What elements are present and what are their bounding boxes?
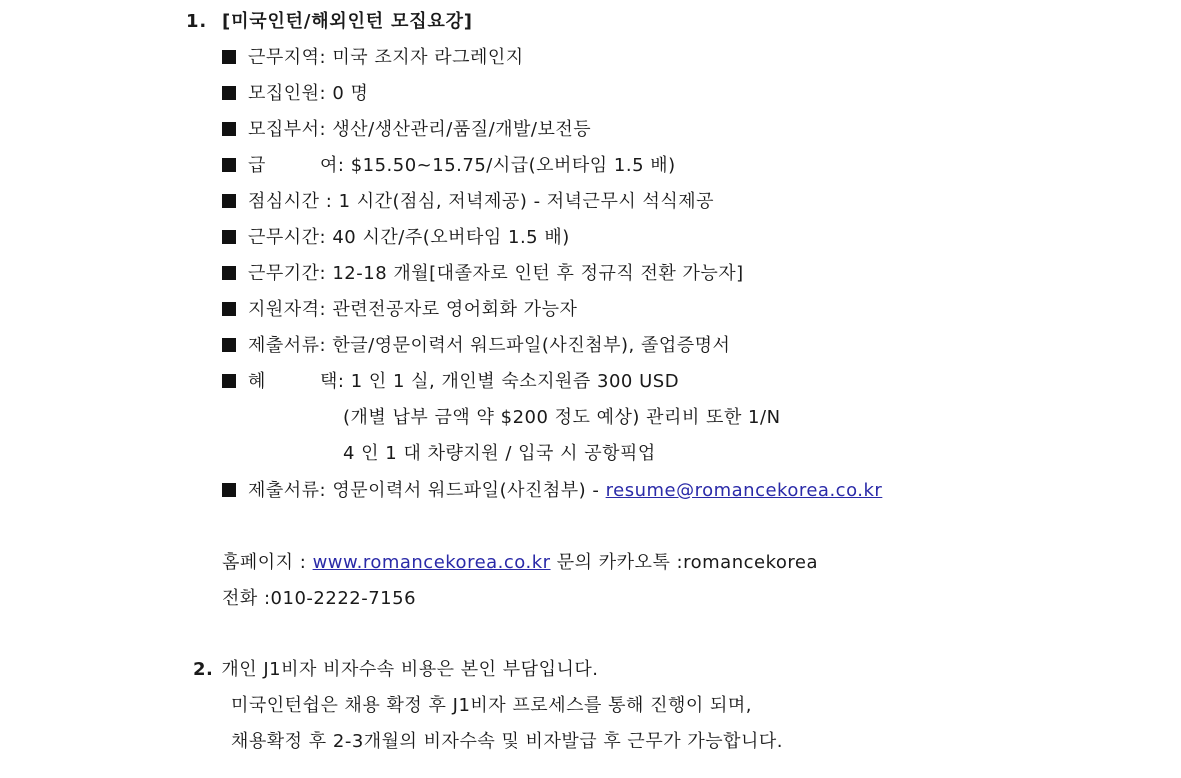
item-work-period	[222, 261, 744, 287]
item-label: 지원자격:	[248, 299, 327, 320]
item-value: 미국 조지자 라그레인지	[332, 47, 524, 68]
bullet-square-icon	[222, 302, 236, 316]
item-qualification	[222, 297, 577, 323]
item-value: 1 인 1 실, 개인별 숙소지원즘 300 USD	[350, 371, 680, 392]
kakao-contact: 문의 카카오톡 :romancekorea	[556, 552, 818, 573]
item-value: 영문이력서 워드파일(사진첨부) -	[332, 480, 600, 501]
phone-line: 전화 :010-2222-7156	[222, 588, 417, 609]
section1-title: [미국인턴/해외인턴 모집요강]	[222, 11, 473, 32]
item-work-hours	[222, 225, 570, 251]
item-label: 제출서류:	[248, 335, 327, 356]
bullet-square-icon	[222, 266, 236, 280]
item-label-b: 택:	[320, 371, 345, 392]
item-value: 40 시간/주(오버타임 1.5 배)	[332, 227, 570, 248]
item-benefits	[222, 369, 679, 395]
item-label: 모집인원:	[248, 83, 327, 104]
item-value: 한글/영문이력서 워드파일(사진첨부), 졸업증명서	[332, 335, 731, 356]
item-value: 1 시간(점심, 저녁제공) - 저녁근무시 석식제공	[338, 191, 714, 212]
section2-line1	[193, 657, 598, 683]
section2-line3: 채용확정 후 2-3개월의 비자수속 및 비자발급 후 근무가 가능합니다.	[231, 731, 783, 752]
bullet-square-icon	[222, 374, 236, 388]
item-lunch	[222, 189, 714, 215]
benefit-continuation-1: (개별 납부 금액 약 $200 정도 예상) 관리비 또한 1/N	[343, 407, 781, 428]
homepage-label: 홈페이지 :	[222, 552, 307, 573]
bullet-square-icon	[222, 230, 236, 244]
item-salary	[222, 153, 676, 179]
item-label: 모집부서:	[248, 119, 327, 140]
item-label: 근무지역:	[248, 47, 327, 68]
item-label-a: 급	[248, 155, 266, 176]
section2-number: 2.	[193, 659, 214, 680]
section2-line2: 미국인턴쉽은 채용 확정 후 J1비자 프로세스를 통해 진행이 되며,	[231, 695, 752, 716]
item-value: 0 명	[332, 83, 369, 104]
item-value: 생산/생산관리/품질/개발/보전등	[332, 119, 592, 140]
bullet-square-icon	[222, 122, 236, 136]
bullet-square-icon	[222, 338, 236, 352]
item-label-b: 여:	[320, 155, 345, 176]
section1-heading	[186, 9, 473, 35]
item-value: 관련전공자로 영어회화 가능자	[332, 299, 578, 320]
bullet-square-icon	[222, 50, 236, 64]
bullet-square-icon	[222, 158, 236, 172]
homepage-link[interactable]: www.romancekorea.co.kr	[312, 552, 551, 573]
item-label: 점심시간 :	[248, 191, 333, 212]
bullet-square-icon	[222, 86, 236, 100]
section1-number: 1.	[186, 11, 207, 32]
bullet-square-icon	[222, 194, 236, 208]
item-department	[222, 117, 591, 143]
benefit-continuation-2: 4 인 1 대 차량지원 / 입국 시 공항픽업	[343, 443, 656, 464]
bullet-square-icon	[222, 483, 236, 497]
section2-text: 개인 J1비자 비자수속 비용은 본인 부담입니다.	[221, 659, 599, 680]
item-value: $15.50~15.75/시급(오버타임 1.5 배)	[350, 155, 676, 176]
item-value: 12-18 개월[대졸자로 인턴 후 정규직 전환 가능자]	[332, 263, 744, 284]
email-link[interactable]: resume@romancekorea.co.kr	[605, 480, 883, 501]
item-documents	[222, 333, 730, 359]
item-label: 제출서류:	[248, 480, 327, 501]
contact-line	[222, 550, 818, 576]
item-submit-email	[222, 478, 882, 504]
item-recruit-count	[222, 81, 368, 107]
item-label-a: 혜	[248, 371, 266, 392]
item-label: 근무기간:	[248, 263, 327, 284]
item-label: 근무시간:	[248, 227, 327, 248]
item-work-location	[222, 45, 524, 71]
